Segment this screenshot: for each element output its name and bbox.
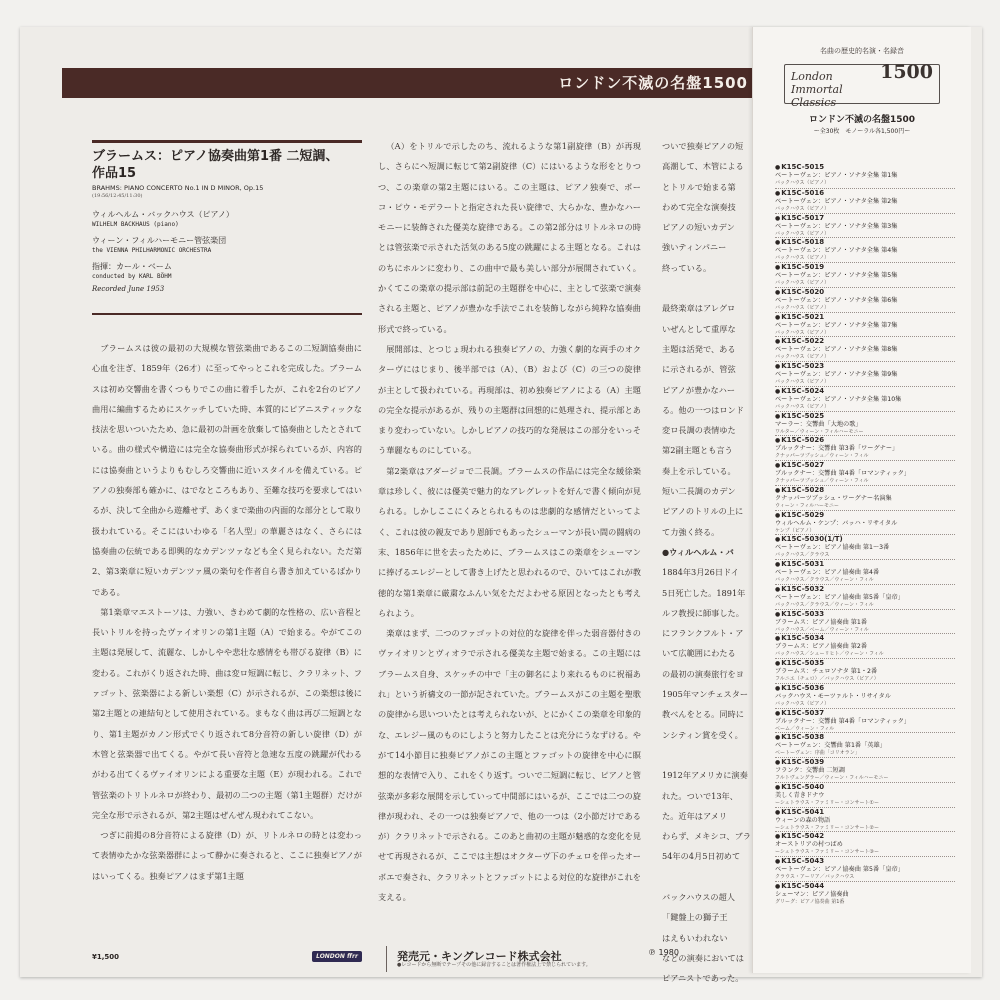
series-logo-line1: London Immortal <box>791 70 843 96</box>
notes-paragraph: 第2楽章はアダージョで二長調。ブラームスの作品には完全な緩徐楽章は珍しく、彼には優美で魅力的なアレグレットを好んで書く傾向が見られる。しかしここにくみとられるものは悲劇的な感情だといってよく、これは彼の親友であり恩師でもあったシューマンが長い間の闘病の末、1856年に世を去ったために、ブラームスはこの楽章をシューマンに捧げるエレジーとして書き上げたと思われるので、ひいてはこれが教徳的な第1楽章に厳粛なふんい気をただよわせる原因となったとも考えられよう。 <box>378 465 641 618</box>
notes-line: ンシティン賞を受く。 <box>662 729 743 740</box>
catalog-performer: ベートーヴェン：序曲「コリオラン」 <box>775 750 860 757</box>
catalog-performer: バックハウス（ピアノ） <box>775 379 830 385</box>
notes-line: はえもいわれない <box>662 932 728 943</box>
notes-line <box>662 745 762 765</box>
catalog-performer: ーシュトラウス・ファミリー・コンサート③ー <box>775 849 880 856</box>
catalog-performer: バックハウス／ベーム／ウィーン・フィル <box>775 626 869 633</box>
catalog-item <box>775 782 955 807</box>
notes-line: て力強く終る。 <box>662 526 720 537</box>
series-logo-number: 1500 <box>880 61 933 83</box>
liner-notes-column-2 <box>378 136 641 907</box>
catalog-performer: バックハウス／クラウス／ウィーン・フィル <box>775 601 874 608</box>
divider <box>92 140 362 143</box>
conductor-ja: 指揮：カール・ベーム <box>92 262 172 271</box>
catalog-title: ブラームス：ピアノ協奏曲 第2番 <box>775 643 868 651</box>
catalog-performer: バックハウス（ピアノ） <box>775 700 830 707</box>
catalog-item <box>775 683 955 708</box>
catalog-item <box>775 807 955 832</box>
catalog-title: ベートーヴェン：交響曲 第1番「英雄」 <box>775 742 886 750</box>
notes-paragraph: 展開部は、とつじょ現われる独奏ピアノの、力強く劇的な両手のオクターヴにはじまり、後半部では（A）、（B）および（C）の三つの旋律が主として扱われている。再現部は、初め独奏ピアノによる（A）主題の完全な提示があるが、残りの主題群は回想的に処理され、提示部とあまり変わっていない。しかしピアノの技巧的な発展はこの部分をいっそう華麗なものにしている。 <box>378 343 641 456</box>
catalog-performer: クラウス・アーリア／バックハウス <box>775 874 855 880</box>
liner-notes-column-3 <box>662 136 762 988</box>
notes-line: ピアノが豊かなハー <box>662 384 736 395</box>
catalog-item <box>775 534 955 559</box>
catalog-performer: ベーム／ウィーン・フィル <box>775 725 835 732</box>
notes-line: 「鍵盤上の獅子王 <box>662 912 728 923</box>
catalog-number: ● K15C-5020 <box>775 288 955 297</box>
liner-notes-column-1 <box>92 338 362 886</box>
catalog-number: ● K15C-5028 <box>775 486 955 495</box>
catalog-title: フランク：交響曲 二短調 <box>775 767 845 774</box>
catalog-item <box>775 708 955 733</box>
catalog-title: ベートーヴェン：ピアノ・ソナタ全集 第6集 <box>775 296 898 304</box>
catalog-title: ベートーヴェン：ピアノ協奏曲 第5番「皇帝」 <box>775 593 904 601</box>
catalog-title: ブルックナー：交響曲 第4番「ロマンティック」 <box>775 470 911 477</box>
notes-line: バックハウスの超人 <box>662 891 735 902</box>
obi-series-name: ロンドン不滅の名盤1500 <box>808 115 916 125</box>
recorded-date: Recorded June 1953 <box>92 285 165 293</box>
catalog-number: ● K15C-5025 <box>775 412 955 421</box>
catalog-item <box>775 287 955 312</box>
notes-line: 奏上を示している。 <box>662 465 736 476</box>
catalog-number: ● K15C-5041 <box>775 808 955 817</box>
notes-paragraph: 第1楽章マエストーソは、力強い、きわめて劇的な性格の、広い音程と長いトリルを持ったヴァイオリンの第1主題（A）で始まる。やがてこの主題は発展して、流麗な、しかしやや悲壮な感情をも帯びる旋律（B）に変わる。これがくり返された時、曲は変ロ短調に転じ、クラリネット、ファゴット、弦楽器による新しい楽想（C）が示されるが、この楽想は後に第2主題との連結句として使用されている。まもなく曲は再び二短調となり、第1主題がカノン形式でくり返されて8分音符の新しい旋律（D）が木管と弦楽器で出てくる。やがて長い音符と急速な五度の跳躍が代わるがわる出てくるヴァイオリンによる重要な主題（E）が現われる。これで管弦楽のトリトルネロが終わり、最初の二つの主題（第1主題群）だけが完全な形で示されるが、第2主題はぜんぜん現われてこない。 <box>92 606 362 820</box>
catalog-number: ● K15C-5015 <box>775 163 955 172</box>
catalog-performer: バックハウス（ピアノ） <box>775 230 830 237</box>
catalog-title: ベートーヴェン：ピアノ・ソナタ全集 第7集 <box>775 321 898 329</box>
series-logo <box>784 61 940 109</box>
catalog-list <box>775 163 955 906</box>
movement-durations: (19:56/12:45/11:30) <box>92 193 143 199</box>
notes-paragraph: 楽章はまず、二つのファゴットの対位的な旋律を伴った弱音器付きのヴァイオリンとヴィオラで示される優美な主題で始まる。この主題にはブラームス自身、スケッチの中で「主の御名により来れるものに祝福あれ」という祈禱文の一節が記されていた。ブラームスがこの主題を聖歌の旋律から思いついたとは考えられないが、とにかくこの楽章を印象的な、エレジー風のものにしようと努力したことは充分にうなずける。やがて14小節目に独奏ピアノがこの主題とファゴットの旋律を中心に瞑想的な表情で入り、これをくり返す。ついで二短調に転じ、ピアノと管弦楽が多彩な展開を示していって中間部にはいるが、ここでは二つの旋律が現われ、その一つは独奏ピアノで、他の一つは（2小節だけであるが）クラリネットで示される。このあと曲初の主題が魅惑的な変化を見せて再現されるが、ここでは主想はオクターヴ下のチェロを伴ったオーボエで奏され、クラリネットとファゴットによる対位的な旋律がこれを支える。 <box>378 628 641 902</box>
notes-line: ついで独奏ピアノの短 <box>662 141 744 151</box>
catalog-performer: バックハウス（ピアノ） <box>775 280 830 286</box>
catalog-item <box>775 460 955 485</box>
catalog-performer: バックハウス／クラウス <box>775 552 830 559</box>
notes-line: いて広範囲にわたる <box>662 648 736 659</box>
catalog-item <box>775 757 955 782</box>
divider <box>386 946 387 972</box>
catalog-item <box>775 831 955 856</box>
catalog-performer: バックハウス（ピアノ） <box>775 304 830 311</box>
orchestra-ja: ウィーン・フィルハーモニー管弦楽団 <box>92 236 227 245</box>
catalog-performer: ウィーン・フィルハーモニー <box>775 502 839 509</box>
catalog-number: ● K15C-5039 <box>775 758 955 767</box>
obi-strip <box>752 27 971 973</box>
catalog-number: ● K15C-5019 <box>775 263 955 272</box>
catalog-number: ● K15C-5033 <box>775 610 955 619</box>
catalog-performer: クナッパーツブッシュ／ウィーン・フィル <box>775 478 869 484</box>
catalog-item <box>775 510 955 535</box>
soloist-en: WILHELM BACKHAUS (piano) <box>92 221 179 228</box>
catalog-item <box>775 609 955 634</box>
catalog-item <box>775 732 955 757</box>
obi-series-subtitle: ー全30枚 モノーラル各1,500円ー <box>813 128 911 135</box>
catalog-number: ● K15C-5036 <box>775 684 955 693</box>
catalog-performer: クナッパーツブッシュ／ウィーン・フィル <box>775 453 869 460</box>
catalog-performer: ケンプ（ピアノ） <box>775 527 815 534</box>
notes-line: 短い二長調のカデン <box>662 486 736 497</box>
catalog-number: ● K15C-5038 <box>775 733 955 742</box>
notes-paragraph: ブラームスは彼の最初の大規模な管弦楽曲であるこの二短調協奏曲に心血を注ぎ、1859年（26才）に至ってやっとこれを完成した。ブラームスは初め交響曲を書くつもりでこの曲に着手したが、これを2台のピアノ曲用に編曲するためにスケッチしていた時、本質的にピアニスティックな技法を思いついたため、急に最初の計画を放棄して協奏曲としたとされている。曲の様式や構造には完全な協奏曲形式が採られているが、内容的には協奏曲というよりもむしろ交響曲に近いスタイルを備えている。ピアノの独奏部も確かに、はでなところもあり、至難な技巧を要求してはいるが、決して全曲から遊離せず、あくまで楽曲の内面的な部分として取り扱われている。そこにはいわゆる「名人型」の華麗さはなく、さらには協奏曲の伝統である即興的なカデンツァなども全く見られない。ただ第2、第3楽章に短いカデンツァ風の楽句を作者自ら書き加えているばかりである。 <box>92 343 362 597</box>
catalog-title: ベートーヴェン：ピアノ・ソナタ全集 第10集 <box>775 395 902 403</box>
price: ¥1,500 <box>92 953 120 961</box>
notes-line: とトリルで始まる第 <box>662 181 736 192</box>
catalog-title: ベートーヴェン：ピアノ・ソナタ全集 第8集 <box>775 346 898 354</box>
notes-line: ピアノの短いカデン <box>662 222 735 233</box>
series-banner: ロンドン不滅の名盤1500 <box>62 68 788 98</box>
catalog-performer: バックハウス／シューリヒト／ウィーン・フィル <box>775 651 884 658</box>
phonogram-copyright: ℗ 1980 <box>648 948 679 957</box>
catalog-title: ベートーヴェン：ピアノ協奏曲 第1～3番 <box>775 544 890 552</box>
catalog-number: ● K15C-5029 <box>775 511 955 520</box>
catalog-performer: ーシュトラウス・ファミリー・コンサート①ー <box>775 799 880 806</box>
catalog-item <box>775 584 955 609</box>
catalog-item <box>775 336 955 361</box>
notes-paragraph: （A）をトリルで示したのち、流れるような第1副旋律（B）が再現し、さらにヘ短調に転じて第2副旋律（C）にはいるような形をとりつつ、この楽章の第2主題にはいる。この主題は、ピアノ独奏で、ポーコ・ピウ・モデラートと指定された長い旋律で、大らかな、豊かなハーモニーに装飾された優美な旋律である。この第2部分はリトルネロの時とは管弦楽で示された活気のある5度の跳躍による主題となる。これはのちにホルンに変わり、この曲中で最も美しい部分が展開されていく。かくてこの楽章の提示部は前記の主題群を中心に、主として弦楽で演奏される主題と、ピアノが豊かな手法でこれを装飾しながら純粋な協奏曲形式で終っている。 <box>378 141 641 334</box>
notes-line: 5日死亡した。1891年 <box>662 587 746 598</box>
catalog-item <box>775 237 955 262</box>
work-title-ja-line1: ブラームス：ピアノ協奏曲第1番 二短調、 <box>92 149 339 164</box>
catalog-performer: フルニエ（チェロ）／バックハウス（ピアノ） <box>775 676 879 682</box>
soloist-ja: ウィルヘルム・バックハウス（ピアノ） <box>92 210 234 219</box>
notes-line: わらず、メキシコ、ブラ <box>662 831 751 842</box>
notes-line: る。他の一つはロンド <box>662 404 744 415</box>
catalog-number: ● K15C-5040 <box>775 783 955 792</box>
catalog-title: ブルックナー：交響曲 第3番「ワーグナー」 <box>775 445 899 453</box>
catalog-title: ベートーヴェン：ピアノ・ソナタ全集 第4集 <box>775 247 898 255</box>
catalog-number: ● K15C-5042 <box>775 832 955 841</box>
catalog-item <box>775 188 955 213</box>
notes-line: にフランクフルト・ア <box>662 628 744 639</box>
catalog-title: ベートーヴェン：ピアノ・ソナタ全集 第1集 <box>775 172 898 179</box>
notes-line: 54年の4月5日初めて <box>662 851 741 862</box>
catalog-performer: ーシュトラウス・ファミリー・コンサート②ー <box>775 824 880 831</box>
catalog-item <box>775 163 955 188</box>
catalog-number: ● K15C-5030(1/T) <box>775 535 955 544</box>
catalog-title: クナッパーツブッシュ・ワーグナー名演集 <box>775 494 892 502</box>
catalog-number: ● K15C-5017 <box>775 214 955 223</box>
catalog-number: ● K15C-5037 <box>775 709 955 718</box>
work-info <box>92 148 362 293</box>
notes-line: 第2副主題とも言う <box>662 445 733 456</box>
catalog-title: ブラームス：チェロソナタ 第1・2番 <box>775 668 878 675</box>
catalog-title: ベートーヴェン：ピアノ・ソナタ全集 第2集 <box>775 197 898 205</box>
catalog-number: ● K15C-5044 <box>775 882 955 891</box>
notes-line: の最初の演奏旅行をヨ <box>662 668 744 679</box>
divider <box>92 313 362 315</box>
notes-line: 1884年3月26日ドイ <box>662 567 739 578</box>
series-logo-line2: Classics <box>791 96 837 109</box>
catalog-number: ● K15C-5032 <box>775 585 955 594</box>
catalog-number: ● K15C-5034 <box>775 634 955 643</box>
catalog-performer: フルトヴェングラー／ウィーン・フィルハーモニー <box>775 775 889 781</box>
catalog-item <box>775 485 955 510</box>
notes-line: た。近年はアメリ <box>662 810 728 821</box>
notes-line: 教べんをとる。同時に <box>662 709 744 720</box>
conductor-en: conducted by KARL BÖHM <box>92 273 172 280</box>
catalog-number: ● K15C-5022 <box>775 337 955 346</box>
catalog-performer: グリーグ：ピアノ協奏曲 第1番 <box>775 898 845 905</box>
notes-line: 主題は活発で、ある <box>662 343 736 354</box>
copyright-notice: ●レコードから無断でテープその他に録音することは著作権法上で禁じられています。 <box>397 962 591 968</box>
catalog-performer: バックハウス（ピアノ） <box>775 329 830 336</box>
notes-line: ●ウィルヘルム・バ <box>662 546 734 557</box>
notes-line <box>662 867 762 887</box>
catalog-title: マーラー：交響曲「大地の歌」 <box>775 420 862 428</box>
notes-line: ピアニストであった。 <box>662 973 744 984</box>
catalog-item <box>775 435 955 460</box>
catalog-item <box>775 361 955 386</box>
publisher: 発売元・キングレコード株式会社 <box>397 950 562 963</box>
catalog-number: ● K15C-5018 <box>775 238 955 247</box>
notes-line <box>662 278 762 298</box>
catalog-title: ウィルヘルム・ケンプ：バッハ・リサイタル <box>775 519 898 527</box>
catalog-title: ベートーヴェン：ピアノ・ソナタ全集 第5集 <box>775 272 898 279</box>
catalog-performer: バックハウス／クラウス／ウィーン・フィル <box>775 577 874 583</box>
catalog-number: ● K15C-5031 <box>775 560 955 569</box>
catalog-item <box>775 658 955 683</box>
catalog-number: ● K15C-5024 <box>775 387 955 396</box>
catalog-item <box>775 881 955 906</box>
catalog-number: ● K15C-5016 <box>775 189 955 198</box>
catalog-item <box>775 262 955 287</box>
catalog-item <box>775 386 955 411</box>
notes-line: 変ロ長調の表情ゆた <box>662 425 736 436</box>
catalog-title: ベートーヴェン：ピアノ・ソナタ全集 第3集 <box>775 222 898 230</box>
notes-line: 強いティンパニー <box>662 242 727 253</box>
work-title-ja-line2: 作品15 <box>92 166 137 181</box>
catalog-title: ウィーンの森の物語 <box>775 816 831 824</box>
catalog-performer: バックハウス（ピアノ） <box>775 255 830 262</box>
catalog-number: ● K15C-5027 <box>775 461 955 470</box>
catalog-item <box>775 856 955 881</box>
notes-line: 高潮して、木管による <box>662 161 744 172</box>
london-ffrr-logo: LONDON ffrr <box>312 951 362 962</box>
work-title-en: BRAHMS: PIANO CONCERTO No.1 IN D MINOR, Op.15 <box>92 184 264 192</box>
notes-line: 1912年アメリカに演奏 <box>662 770 748 781</box>
catalog-number: ● K15C-5021 <box>775 313 955 322</box>
notes-paragraph: つぎに前掲の8分音符による旋律（D）が、リトルネロの時とは変わって表情ゆたかな弦楽器群によって静かに奏されると、ここに独奏ピアノがはいってくる。独奏ピアノはまず第1主題 <box>92 830 362 881</box>
notes-line: に示されるが、管弦 <box>662 364 736 375</box>
notes-line: れた。ついで13年、 <box>662 790 738 801</box>
obi-tagline: 名曲の歴史的名演・名録音 <box>820 47 904 55</box>
notes-line: 終っている。 <box>662 262 712 273</box>
notes-line: ピアノのトリルの上に <box>662 506 744 517</box>
catalog-title: ベートーヴェン：ピアノ協奏曲 第5番「皇帝」 <box>775 866 904 873</box>
notes-line: ルフ教授に師事した。 <box>662 607 744 618</box>
catalog-title: ベートーヴェン：ピアノ協奏曲 第4番 <box>775 569 880 576</box>
catalog-performer: バックハウス（ピアノ） <box>775 205 830 212</box>
catalog-title: ブルックナー：交響曲 第4番「ロマンティック」 <box>775 717 911 725</box>
notes-line: いぜんとして重厚な <box>662 323 736 334</box>
catalog-number: ● K15C-5035 <box>775 659 955 668</box>
catalog-number: ● K15C-5023 <box>775 362 955 371</box>
catalog-performer: バックハウス（ピアノ） <box>775 403 830 410</box>
notes-line: 1905年マンチェスター <box>662 689 749 700</box>
catalog-performer: バックハウス（ピアノ） <box>775 354 830 361</box>
catalog-title: バックハウス・モーツァルト・リサイタル <box>775 692 891 700</box>
catalog-title: オーストリアの村つばめ <box>775 841 843 849</box>
notes-line: などの演奏においては <box>662 952 744 963</box>
catalog-performer: バックハウス（ピアノ） <box>775 180 830 186</box>
notes-line: わめて完全な演奏技 <box>662 201 736 212</box>
catalog-title: シューマン：ピアノ協奏曲 <box>775 890 849 898</box>
catalog-item <box>775 633 955 658</box>
notes-line: 最終楽章はアレグロ <box>662 303 736 314</box>
catalog-title: 美しく青きドナウ <box>775 791 825 799</box>
catalog-item <box>775 411 955 436</box>
catalog-item <box>775 559 955 584</box>
orchestra-en: the VIENNA PHILHARMONIC ORCHESTRA <box>92 247 212 254</box>
catalog-item <box>775 312 955 337</box>
catalog-number: ● K15C-5026 <box>775 436 955 445</box>
catalog-item <box>775 213 955 238</box>
catalog-title: ブラームス：ピアノ協奏曲 第1番 <box>775 618 868 626</box>
catalog-title: ベートーヴェン：ピアノ・ソナタ全集 第9集 <box>775 371 898 378</box>
catalog-number: ● K15C-5043 <box>775 857 955 866</box>
catalog-performer: ワルター／ウィーン・フィルハーモニー <box>775 428 864 435</box>
